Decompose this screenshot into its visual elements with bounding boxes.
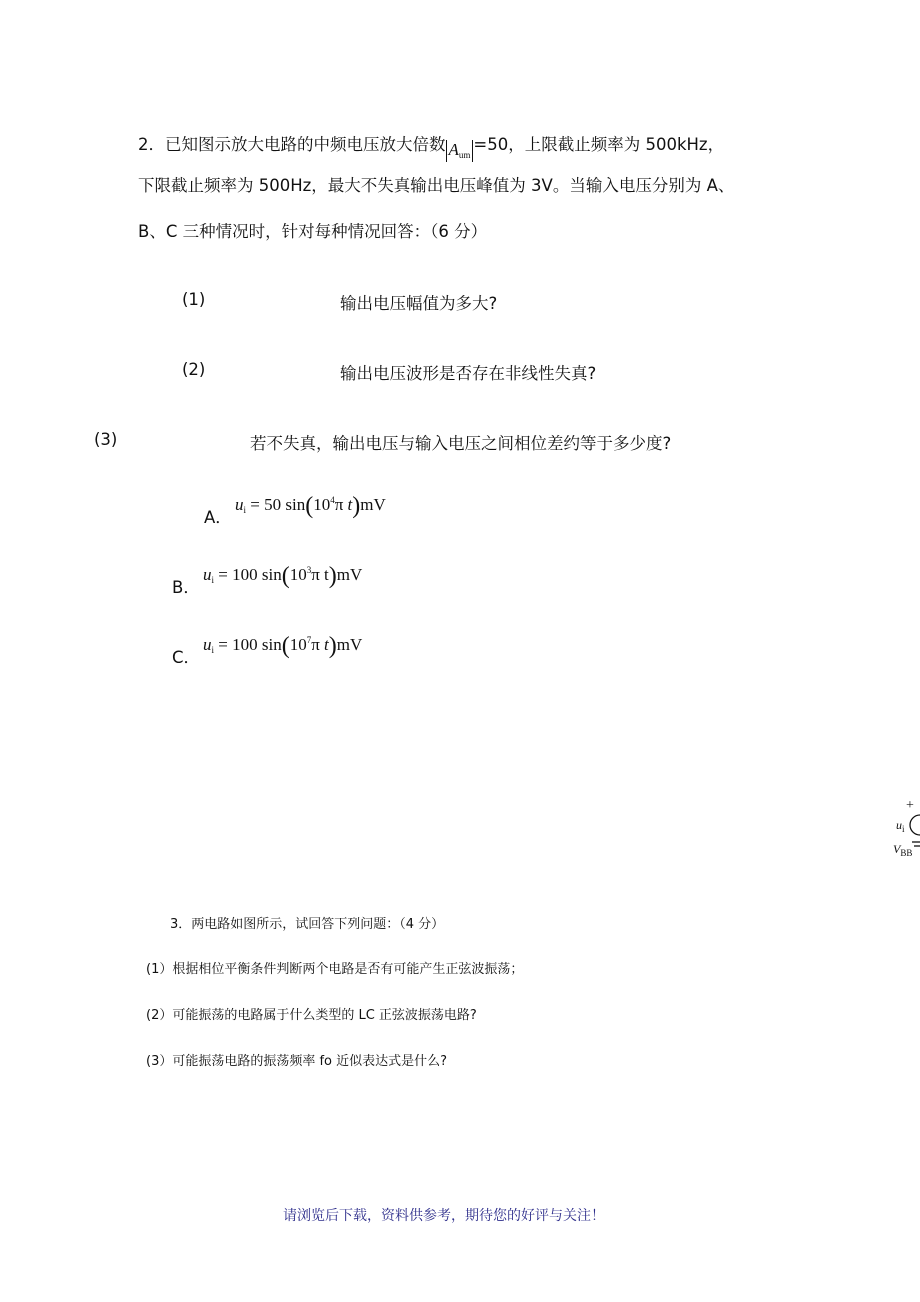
q2-sub3-text: 若不失真，输出电压与输入电压之间相位差约等于多少度? [250,434,672,453]
footer-note: 请浏览后下载，资料供参考，期待您的好评与关注！ [283,1208,605,1224]
q2-sub2-text: 输出电压波形是否存在非线性失真? [340,364,597,383]
q2-sub1-text: 输出电压幅值为多大? [340,294,498,313]
q2-line1-a: 2．已知图示放大电路的中频电压放大倍数 [138,135,446,154]
plus-sign: + [906,798,914,813]
q3-item1: (1）根据相位平衡条件判断两个电路是否有可能产生正弦波振荡； [146,962,524,977]
q2-sub3-num: (3) [94,430,118,449]
q3-title: 3．两电路如图所示，试回答下列问题：（4 分） [170,917,445,932]
vbb-label: $V_{BB}$ [893,842,913,858]
option-b-label: B． [172,578,200,597]
q2-line1 [138,131,724,162]
gain-symbol: $A_{um}$ [446,140,474,162]
option-a-formula: $u_i = 50$ $\sin(10^4\pi$ t)mV [235,493,386,519]
q2-line3: B、C 三种情况时，针对每种情况回答：（6 分） [138,222,488,241]
q2-line1-b: =50，上限截止频率为 500kHz， [473,135,725,154]
ui-label: $u_i$ [896,818,905,834]
option-c-formula: $u_i = 100$ $\sin(10^7\pi$ t)mV [203,633,363,659]
circuit-fragment [880,798,920,863]
q2-sub2-num: (2) [182,360,206,379]
option-b-formula: $u_i = 100$ $\sin(10^3\pi$ t)mV [203,563,363,589]
q2-sub1-num: (1) [182,290,206,309]
q2-line2: 下限截止频率为 500Hz，最大不失真输出电压峰值为 3V。当输入电压分别为 A、 [138,176,735,195]
source-symbol-icon [906,810,920,855]
option-c-label: C． [172,648,201,667]
option-a-label: A． [204,508,232,527]
q3-item3: (3）可能振荡电路的振荡频率 fo 近似表达式是什么? [146,1054,448,1069]
q3-item2: (2）可能振荡的电路属于什么类型的 LC 正弦波振荡电路? [146,1008,477,1023]
